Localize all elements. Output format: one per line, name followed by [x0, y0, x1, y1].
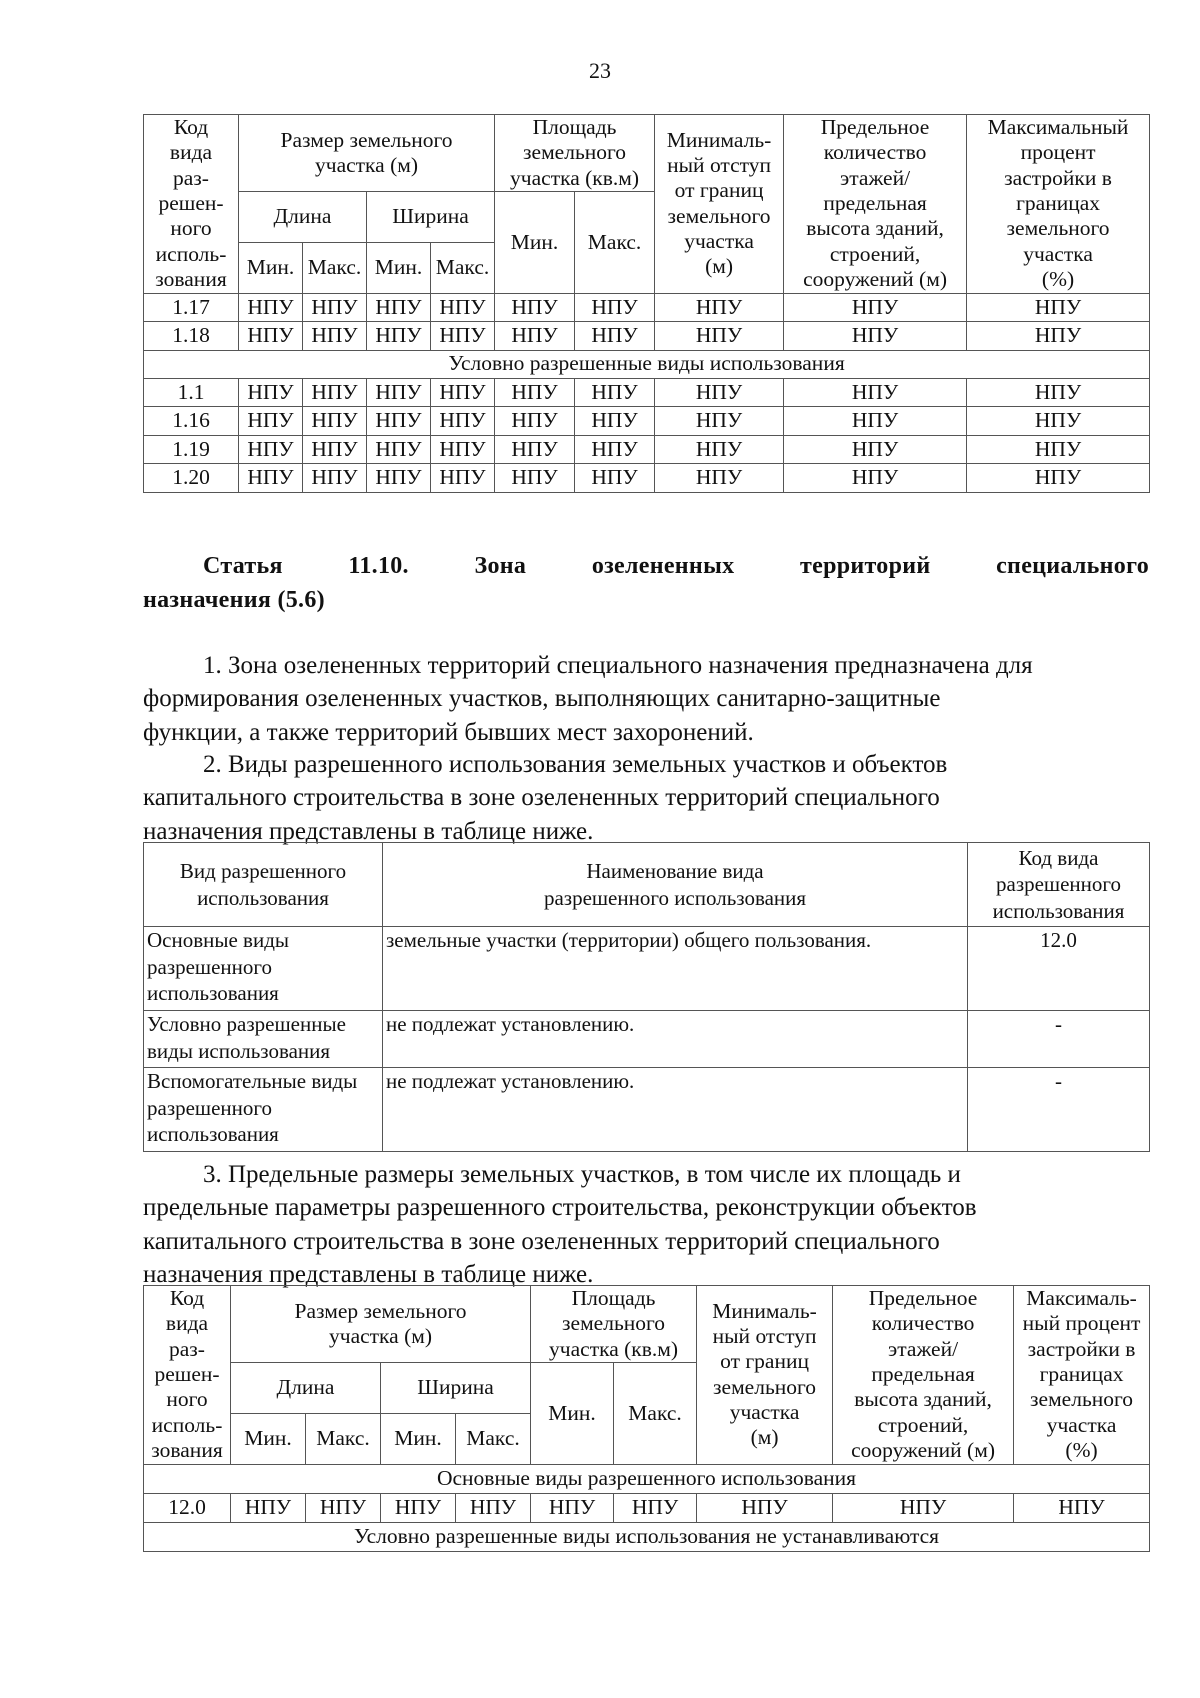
- article-word: Зона: [474, 553, 527, 579]
- cell-value: НПУ: [303, 322, 367, 351]
- header-floors: Предельное количество этажей/ предельная высота зданий, строений, сооружений (м): [833, 1286, 1014, 1465]
- header-percent: Максимальный процент застройки в границах земельного участка (%): [967, 115, 1150, 294]
- cell-value: НПУ: [431, 464, 495, 493]
- cell-value: НПУ: [367, 407, 431, 436]
- cell-value: НПУ: [456, 1493, 531, 1522]
- cell-value: НПУ: [655, 322, 784, 351]
- cell-value: НПУ: [655, 293, 784, 322]
- cell-value: НПУ: [784, 407, 967, 436]
- header-area-max: Макс.: [614, 1363, 697, 1464]
- row-code: 1.18: [144, 322, 239, 351]
- header-width-max: Макс.: [431, 242, 495, 293]
- table1-conditional-rows: [144, 378, 1150, 492]
- cell-value: НПУ: [967, 322, 1150, 351]
- cell-value: НПУ: [967, 435, 1150, 464]
- cell-value: НПУ: [239, 293, 303, 322]
- header-area-max: Макс.: [575, 192, 655, 293]
- usage-type-cell: Условно разрешенные виды использования: [144, 1011, 383, 1068]
- cell-value: НПУ: [306, 1493, 381, 1522]
- usage-type-cell: Основные виды разрешенного использования: [144, 927, 383, 1011]
- page-number: 23: [589, 58, 611, 83]
- header-usage-type: Вид разрешенного использования: [144, 843, 383, 927]
- header-setback: Минималь- ный отступ от границ земельного участка (м): [697, 1286, 833, 1465]
- paragraph-3-line: 3. Предельные размеры земельных участков, в том числе их площадь и: [203, 1161, 961, 1188]
- section-main: Основные виды разрешенного использования: [144, 1464, 1150, 1493]
- header-length-min: Мин.: [239, 242, 303, 293]
- cell-value: НПУ: [367, 322, 431, 351]
- parameters-table-2: [143, 1285, 1150, 1552]
- cell-value: НПУ: [784, 322, 967, 351]
- cell-value: НПУ: [967, 293, 1150, 322]
- cell-value: НПУ: [784, 435, 967, 464]
- table-row: [144, 464, 1150, 493]
- cell-value: НПУ: [303, 378, 367, 407]
- usage-type-cell: Вспомогательные виды разрешенного использования: [144, 1068, 383, 1152]
- paragraph-1-line: формирования озелененных участков, выполняющих санитарно-защитные: [143, 685, 941, 713]
- paragraph-1-line: 1. Зона озелененных территорий специального назначения предназначена для: [203, 652, 1033, 679]
- header-code: Код вида раз- решен- ного исполь- зования: [144, 115, 239, 294]
- cell-value: НПУ: [303, 464, 367, 493]
- row-code: 1.19: [144, 435, 239, 464]
- cell-value: НПУ: [655, 435, 784, 464]
- cell-value: НПУ: [303, 293, 367, 322]
- row-code: 1.17: [144, 293, 239, 322]
- cell-value: НПУ: [431, 435, 495, 464]
- header-length: Длина: [239, 192, 367, 243]
- header-area-min: Мин.: [495, 192, 575, 293]
- cell-value: НПУ: [614, 1493, 697, 1522]
- cell-value: НПУ: [575, 293, 655, 322]
- article-word: 11.10.: [348, 553, 409, 579]
- row-code: 12.0: [144, 1493, 231, 1522]
- cell-value: НПУ: [367, 435, 431, 464]
- row-code: 1.16: [144, 407, 239, 436]
- cell-value: НПУ: [967, 378, 1150, 407]
- header-area: Площадь земельного участка (кв.м): [531, 1286, 697, 1363]
- cell-value: НПУ: [431, 293, 495, 322]
- header-usage-code: Код вида разрешенного использования: [968, 843, 1150, 927]
- cell-value: НПУ: [784, 378, 967, 407]
- header-length-min: Мин.: [231, 1413, 306, 1464]
- article-word: специального: [996, 553, 1149, 579]
- cell-value: НПУ: [575, 435, 655, 464]
- paragraph-2-line: назначения представлены в таблице ниже.: [143, 817, 594, 845]
- header-length-max: Макс.: [303, 242, 367, 293]
- paragraph-3-line: капитального строительства в зоне озелененных территорий специального: [143, 1227, 940, 1255]
- header-length-max: Макс.: [306, 1413, 381, 1464]
- cell-value: НПУ: [495, 407, 575, 436]
- table-row: [144, 407, 1150, 436]
- usage-code-cell: -: [968, 1068, 1150, 1152]
- table-row: [144, 322, 1150, 351]
- cell-value: НПУ: [431, 322, 495, 351]
- article-word: территорий: [800, 553, 931, 579]
- cell-value: НПУ: [239, 464, 303, 493]
- header-size: Размер земельного участка (м): [231, 1286, 531, 1363]
- cell-value: НПУ: [431, 407, 495, 436]
- paragraph-1: [143, 649, 1149, 749]
- cell-value: НПУ: [784, 464, 967, 493]
- cell-value: НПУ: [575, 464, 655, 493]
- cell-value: НПУ: [967, 407, 1150, 436]
- usage-name-cell: не подлежат установлению.: [383, 1068, 968, 1152]
- usage-name-cell: не подлежат установлению.: [383, 1011, 968, 1068]
- cell-value: НПУ: [239, 322, 303, 351]
- header-width-max: Макс.: [456, 1413, 531, 1464]
- row-code: 1.1: [144, 378, 239, 407]
- cell-value: НПУ: [239, 407, 303, 436]
- article-heading-line2: назначения (5.6): [143, 587, 325, 614]
- cell-value: НПУ: [239, 435, 303, 464]
- header-setback: Минималь- ный отступ от границ земельного участка (м): [655, 115, 784, 294]
- header-percent: Максималь- ный процент застройки в границах земельного участка (%): [1014, 1286, 1150, 1465]
- paragraph-1-line: функции, а также территорий бывших мест захоронений.: [143, 718, 754, 746]
- cell-value: НПУ: [531, 1493, 614, 1522]
- cell-value: НПУ: [655, 464, 784, 493]
- cell-value: НПУ: [575, 378, 655, 407]
- cell-value: НПУ: [495, 464, 575, 493]
- cell-value: НПУ: [367, 378, 431, 407]
- cell-value: НПУ: [697, 1493, 833, 1522]
- article-word: Статья: [203, 553, 283, 579]
- cell-value: НПУ: [367, 293, 431, 322]
- paragraph-3-line: предельные параметры разрешенного строительства, реконструкции объектов: [143, 1194, 977, 1222]
- header-size: Размер земельного участка (м): [239, 115, 495, 192]
- cell-value: НПУ: [231, 1493, 306, 1522]
- table-row: [144, 378, 1150, 407]
- cell-value: НПУ: [303, 435, 367, 464]
- header-area: Площадь земельного участка (кв.м): [495, 115, 655, 192]
- cell-value: НПУ: [575, 322, 655, 351]
- usage-types-table: [143, 842, 1150, 1152]
- cell-value: НПУ: [967, 464, 1150, 493]
- article-word: озелененных: [591, 553, 735, 579]
- cell-value: НПУ: [495, 435, 575, 464]
- row-code: 1.20: [144, 464, 239, 493]
- paragraph-3: [143, 1158, 1149, 1291]
- cell-value: НПУ: [367, 464, 431, 493]
- cell-value: НПУ: [495, 378, 575, 407]
- cell-value: НПУ: [655, 407, 784, 436]
- cell-value: НПУ: [495, 293, 575, 322]
- paragraph-2-line: 2. Виды разрешенного использования земельных участков и объектов: [203, 751, 948, 778]
- header-floors: Предельное количество этажей/ предельная высота зданий, строений, сооружений (м): [784, 115, 967, 294]
- header-width-min: Мин.: [367, 242, 431, 293]
- header-length: Длина: [231, 1363, 381, 1414]
- cell-value: НПУ: [784, 293, 967, 322]
- paragraph-2-line: капитального строительства в зоне озелененных территорий специального: [143, 784, 940, 812]
- cell-value: НПУ: [381, 1493, 456, 1522]
- usage-code-cell: 12.0: [968, 927, 1150, 1011]
- cell-value: НПУ: [303, 407, 367, 436]
- header-width: Ширина: [367, 192, 495, 243]
- usage-name-cell: земельные участки (территории) общего пользования.: [383, 927, 968, 1011]
- table-row: [144, 435, 1150, 464]
- header-usage-name: Наименование вида разрешенного использования: [383, 843, 968, 927]
- cell-value: НПУ: [655, 378, 784, 407]
- cell-value: НПУ: [575, 407, 655, 436]
- table-row: [144, 293, 1150, 322]
- section-conditional: Условно разрешенные виды использования не устанавливаются: [144, 1522, 1150, 1551]
- usage-code-cell: -: [968, 1011, 1150, 1068]
- header-area-min: Мин.: [531, 1363, 614, 1464]
- header-code: Код вида раз- решен- ного исполь- зования: [144, 1286, 231, 1465]
- paragraph-3-line: назначения представлены в таблице ниже.: [143, 1260, 594, 1288]
- table1-main-rows: [144, 293, 1150, 350]
- article-heading: [143, 549, 1149, 617]
- paragraph-2: [143, 748, 1149, 848]
- cell-value: НПУ: [1014, 1493, 1150, 1522]
- cell-value: НПУ: [431, 378, 495, 407]
- header-width-min: Мин.: [381, 1413, 456, 1464]
- cell-value: НПУ: [833, 1493, 1014, 1522]
- cell-value: НПУ: [239, 378, 303, 407]
- header-width: Ширина: [381, 1363, 531, 1414]
- cell-value: НПУ: [495, 322, 575, 351]
- section-conditional: Условно разрешенные виды использования: [144, 350, 1150, 378]
- parameters-table-1: [143, 114, 1150, 493]
